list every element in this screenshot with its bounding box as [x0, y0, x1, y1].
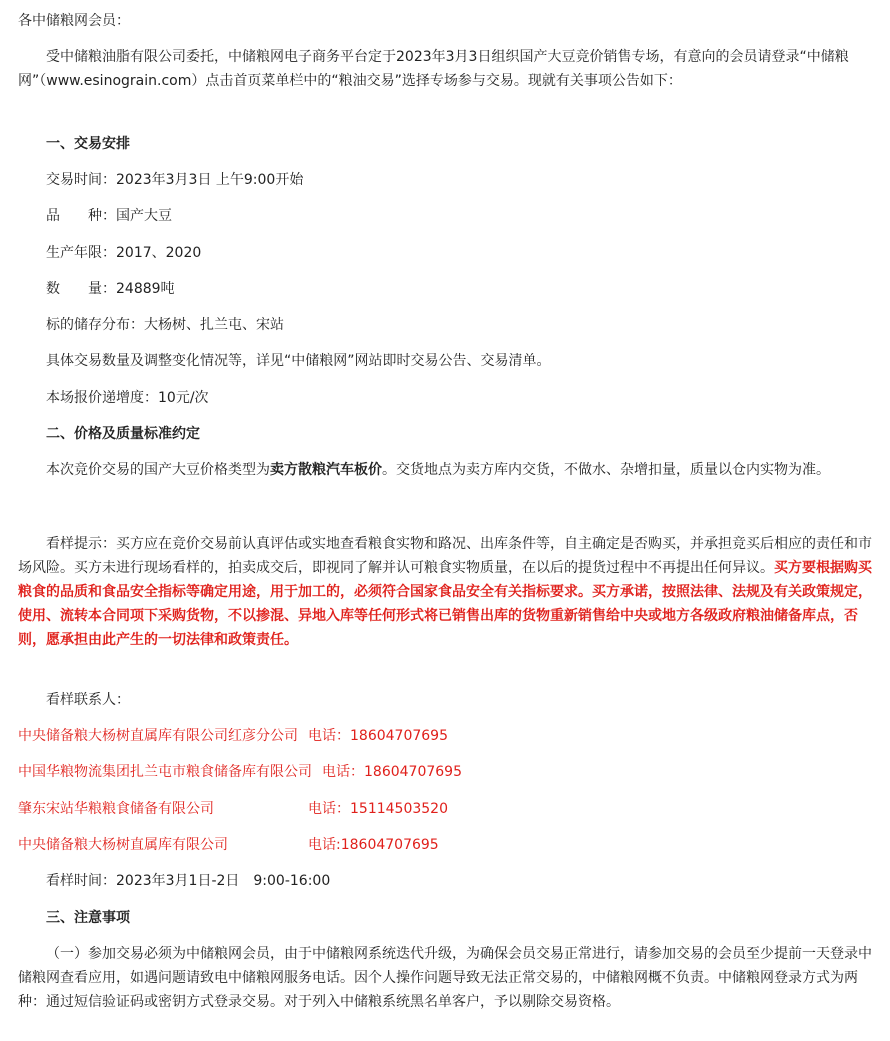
sample-notice-paragraph — [18, 532, 872, 652]
contact-org: 肇东宋站华粮粮食储备有限公司 — [18, 801, 214, 817]
contact-row — [18, 797, 448, 821]
production-years: 生产年限：2017、2020 — [46, 245, 202, 261]
sample-notice-warning: 买方要根据购买粮食的品质和食品安全指标等确定用途，用于加工的，必须符合国家食品安全有关指标要求。买方承诺，按照法律、法规及有关政策规定，使用、流转本合同项下采购货物，不以掺混、异地入库等任何形式将已销售出库的货物重新销售给中央或地方各级政府粮油储备库点，否则，愿承担由此产生的一切法律和政策责任。 — [18, 560, 872, 648]
contact-phone: 电话：18604707695 — [308, 728, 448, 744]
trade-detail: 具体交易数量及调整变化情况等，详见“中储粮网”网站即时交易公告、交易清单。 — [46, 353, 551, 369]
sample-notice-normal: 看样提示：买方应在竞价交易前认真评估或实地查看粮食实物和路况、出库条件等，自主确定是否购买，并承担竞买后相应的责任和市场风险。买方未进行现场看样的，拍卖成交后，即视同了解并认可粮食实物质量，在以后的提货过程中不再提出任何异议。 — [18, 536, 872, 576]
contact-row — [18, 724, 448, 748]
contact-row — [18, 833, 439, 857]
intro-paragraph: 受中储粮油脂有限公司委托，中储粮网电子商务平台定于2023年3月3日组织国产大豆竞价销售专场，有意向的会员请登录“中储粮网”（www.esinograin.com）点击首页菜单栏中的“粮油交易”选择专场参与交易。现就有关事项公告如下： — [18, 49, 849, 89]
contact-phone: 电话：18604707695 — [322, 764, 462, 780]
price-post: 。交货地点为卖方库内交货，不做水、杂增扣量，质量以仓内实物为准。 — [382, 462, 830, 478]
contact-phone: 电话:18604707695 — [308, 837, 439, 853]
contact-org: 中央储备粮大杨树直属库有限公司红彦分公司 — [18, 728, 298, 744]
trade-time: 交易时间：2023年3月3日 上午9:00开始 — [46, 172, 304, 188]
sample-time: 看样时间：2023年3月1日-2日 9:00-16:00 — [46, 873, 331, 889]
bid-increment: 本场报价递增度：10元/次 — [46, 390, 209, 406]
contact-org: 中央储备粮大杨树直属库有限公司 — [18, 837, 228, 853]
notice-item-1: （一）参加交易必须为中储粮网会员，由于中储粮网系统迭代升级，为确保会员交易正常进行，请参加交易的会员至少提前一天登录中储粮网查看应用，如遇问题请致电中储粮网服务电话。因个人操作问题导致无法正常交易的，中储粮网概不负责。中储粮网登录方式为两种：通过短信验证码或密钥方式登录交易。对于列入中储粮系统黑名单客户，予以剔除交易资格。 — [18, 946, 872, 1010]
section1-title: 一、交易安排 — [46, 136, 130, 152]
salutation: 各中储粮网会员： — [18, 13, 130, 29]
section2-title: 二、价格及质量标准约定 — [46, 426, 200, 442]
price-pre: 本次竞价交易的国产大豆价格类型为 — [46, 462, 270, 478]
storage-distribution: 标的储存分布：大杨树、扎兰屯、宋站 — [46, 317, 284, 333]
contacts-title: 看样联系人： — [46, 692, 130, 708]
section3-title: 三、注意事项 — [46, 910, 130, 926]
quantity: 数 量：24889吨 — [46, 281, 175, 297]
contact-org: 中国华粮物流集团扎兰屯市粮食储备库有限公司 — [18, 764, 312, 780]
price-type: 卖方散粮汽车板价 — [270, 462, 382, 478]
variety: 品 种：国产大豆 — [46, 208, 172, 224]
contact-phone: 电话：15114503520 — [308, 801, 448, 817]
contact-row — [18, 760, 462, 784]
price-paragraph — [18, 458, 872, 482]
